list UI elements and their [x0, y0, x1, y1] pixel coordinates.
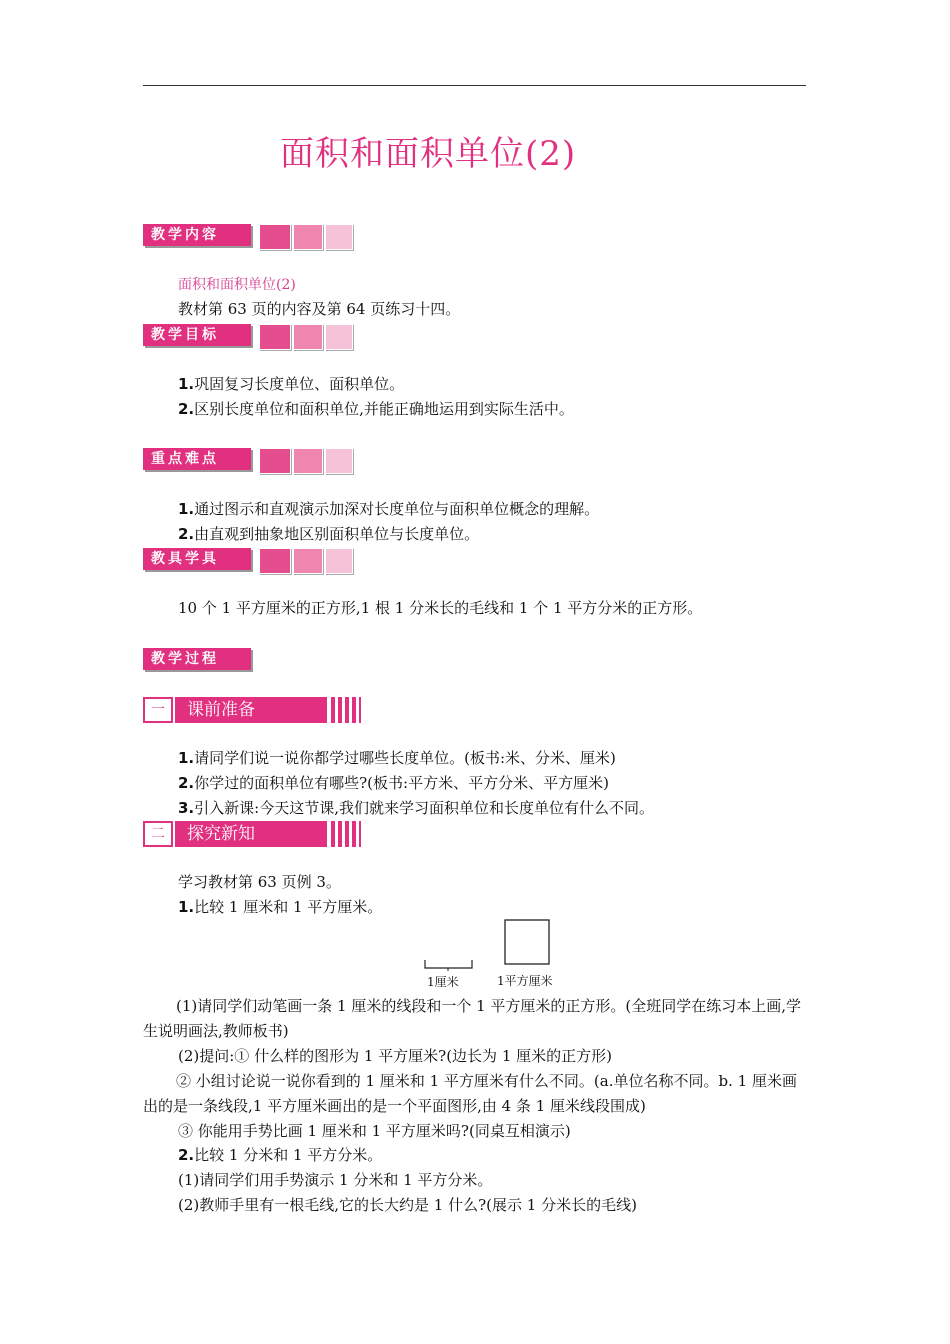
- prep-item: 3.引入新课:今天这节课,我们就来学习面积单位和长度单位有什么不同。: [178, 799, 654, 817]
- section-tag-tools: [143, 548, 353, 572]
- section-tag-label: 教学内容: [143, 224, 251, 246]
- tag-square: [293, 548, 323, 574]
- section-tag-label: 教学过程: [143, 648, 251, 670]
- explore-intro: 学习教材第 63 页例 3。: [178, 873, 341, 891]
- tag-square: [259, 224, 291, 250]
- tag-square: [325, 548, 353, 574]
- section-tag-label: 教学目标: [143, 324, 251, 346]
- section-tag-process: [143, 648, 253, 672]
- section-tag-label: 教具学具: [143, 548, 251, 570]
- paragraph: (1)请同学们用手势演示 1 分米和 1 平方分米。: [178, 1171, 493, 1189]
- key-item: 1.通过图示和直观演示加深对长度单位与面积单位概念的理解。: [178, 500, 600, 518]
- part-number: 一: [143, 697, 173, 723]
- section-tag-label: 重点难点: [143, 448, 251, 470]
- one-cm-line: [425, 960, 472, 968]
- key-item: 2.由直观到抽象地区别面积单位与长度单位。: [178, 525, 480, 543]
- tag-square: [293, 324, 323, 350]
- line-label: 1厘米: [427, 975, 459, 989]
- tag-square: [325, 448, 353, 474]
- part-bar-prep: [143, 697, 361, 723]
- part-bar-explore: [143, 821, 361, 847]
- tools-text: 10 个 1 平方厘米的正方形,1 根 1 分米长的毛线和 1 个 1 平方分米的正方形。: [178, 599, 703, 617]
- tag-square: [259, 548, 291, 574]
- section-tag-key: [143, 448, 353, 472]
- bar-stripes: [331, 697, 361, 723]
- section-tag-goals: [143, 324, 353, 348]
- tag-square: [325, 324, 353, 350]
- content-subtitle: 面积和面积单位(2): [178, 277, 296, 293]
- top-rule: [143, 85, 806, 86]
- content-text: 教材第 63 页的内容及第 64 页练习十四。: [178, 300, 461, 318]
- paragraph: (2)提问:① 什么样的图形为 1 平方厘米?(边长为 1 厘米的正方形): [178, 1047, 612, 1065]
- tag-square: [259, 448, 291, 474]
- tag-square: [325, 224, 353, 250]
- compare-item: 2.比较 1 分米和 1 平方分米。: [178, 1146, 383, 1164]
- tag-square: [259, 324, 291, 350]
- unit-figure: [415, 916, 575, 991]
- part-label: 探究新知: [175, 821, 327, 847]
- goal-item: 1.巩固复习长度单位、面积单位。: [178, 375, 405, 393]
- one-sq-cm-square: [505, 920, 549, 964]
- page-title: 面积和面积单位(2): [280, 134, 577, 174]
- part-number: 二: [143, 821, 173, 847]
- bar-stripes: [331, 821, 361, 847]
- prep-item: 1.请同学们说一说你都学过哪些长度单位。(板书:米、分米、厘米): [178, 749, 616, 767]
- section-tag-content: [143, 224, 353, 248]
- paragraph: ③ 你能用手势比画 1 厘米和 1 平方厘米吗?(同桌互相演示): [178, 1122, 571, 1140]
- compare-item: 1.比较 1 厘米和 1 平方厘米。: [178, 898, 383, 916]
- paragraph: (1)请同学们动笔画一条 1 厘米的线段和一个 1 平方厘米的正方形。(全班同学在练习本上画,学生说明画法,教师板书): [143, 997, 802, 1040]
- paragraph: ② 小组讨论说一说你看到的 1 厘米和 1 平方厘米有什么不同。(a.单位名称不同。b. 1 厘米画出的是一条线段,1 平方厘米画出的是一个平面图形,由 4 条 1 厘米线段围成): [143, 1072, 797, 1115]
- square-label: 1平方厘米: [497, 974, 553, 988]
- tag-square: [293, 448, 323, 474]
- prep-item: 2.你学过的面积单位有哪些?(板书:平方米、平方分米、平方厘米): [178, 774, 609, 792]
- part-label: 课前准备: [175, 697, 327, 723]
- tag-square: [293, 224, 323, 250]
- paragraph: (2)教师手里有一根毛线,它的长大约是 1 什么?(展示 1 分米长的毛线): [178, 1196, 637, 1214]
- goal-item: 2.区别长度单位和面积单位,并能正确地运用到实际生活中。: [178, 400, 574, 418]
